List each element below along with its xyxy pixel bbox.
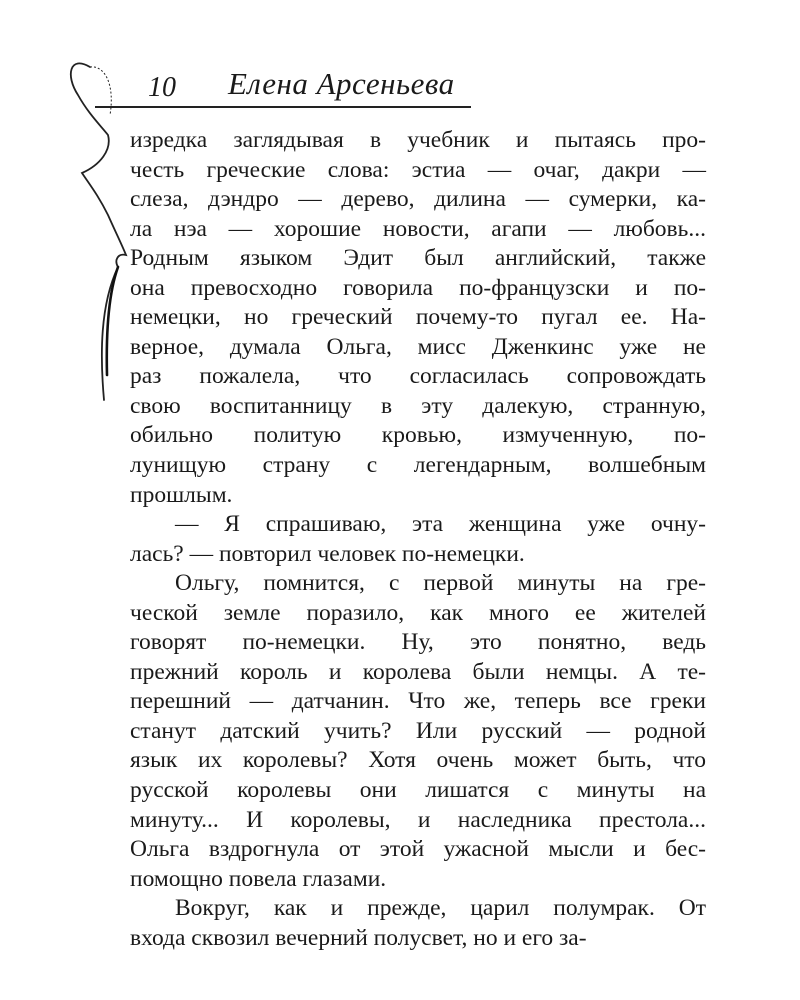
text-line: честь греческие слова: эстиа — очаг, дакри —	[130, 156, 706, 183]
text-line: ческой земле поразило, как много ее жителей	[130, 599, 706, 626]
text-line: — Я спрашиваю, эта женщина уже очну-	[175, 511, 706, 538]
text-line: прошлым.	[130, 481, 233, 508]
paragraph	[130, 894, 706, 953]
text-line: свою воспитанницу в эту далекую, странную,	[130, 392, 706, 419]
page-number: 10	[148, 72, 176, 103]
running-header-author: Елена Арсеньева	[228, 66, 455, 101]
decorative-flourish-icon	[60, 55, 140, 615]
text-line: лунищую страну с легендарным, волшебным	[130, 452, 706, 479]
text-line: обильно политую кровью, измученную, по-	[130, 422, 706, 449]
text-line: верное, думала Ольга, мисс Дженкинс уже не	[130, 333, 706, 360]
text-line: немецки, но греческий почему-то пугал ее. На-	[130, 304, 706, 331]
text-line: ла нэа — хорошие новости, агапи — любовь...	[130, 215, 706, 242]
text-line: Вокруг, как и прежде, царил полумрак. От	[175, 895, 706, 922]
body-text	[130, 126, 706, 953]
text-line: станут датский учить? Или русский — родной	[130, 717, 706, 744]
text-line: перешний — датчанин. Что же, теперь все греки	[130, 688, 706, 715]
text-line: минуту... И королевы, и наследника престола...	[130, 806, 706, 833]
text-line: слеза, дэндро — дерево, дилина — сумерки, ка-	[130, 186, 706, 213]
text-line: Ольга вздрогнула от этой ужасной мысли и бес-	[130, 836, 706, 863]
text-line: входа сквозил вечерний полусвет, но и его за-	[130, 924, 587, 951]
paragraph	[130, 569, 706, 894]
header-rule	[95, 106, 471, 108]
paragraph	[130, 510, 706, 569]
text-line: раз пожалела, что согласилась сопровождать	[130, 363, 706, 390]
text-line: Родным языком Эдит был английский, также	[130, 245, 706, 272]
text-line: изредка заглядывая в учебник и пытаясь про-	[130, 127, 706, 153]
page-header	[0, 0, 800, 120]
paragraph	[130, 126, 706, 510]
text-line: говорят по-немецки. Ну, это понятно, ведь	[130, 629, 706, 656]
text-line: язык их королевы? Хотя очень может быть, что	[130, 747, 706, 774]
text-line: Ольгу, помнится, с первой минуты на гре-	[175, 570, 706, 597]
text-line: русской королевы они лишатся с минуты на	[130, 777, 706, 804]
text-line: помощно повела глазами.	[130, 865, 387, 892]
text-line: прежний король и королева были немцы. А те-	[130, 658, 706, 685]
text-line: лась? — повторил человек по-немецки.	[130, 540, 525, 567]
text-line: она превосходно говорила по-французски и по-	[130, 274, 706, 301]
